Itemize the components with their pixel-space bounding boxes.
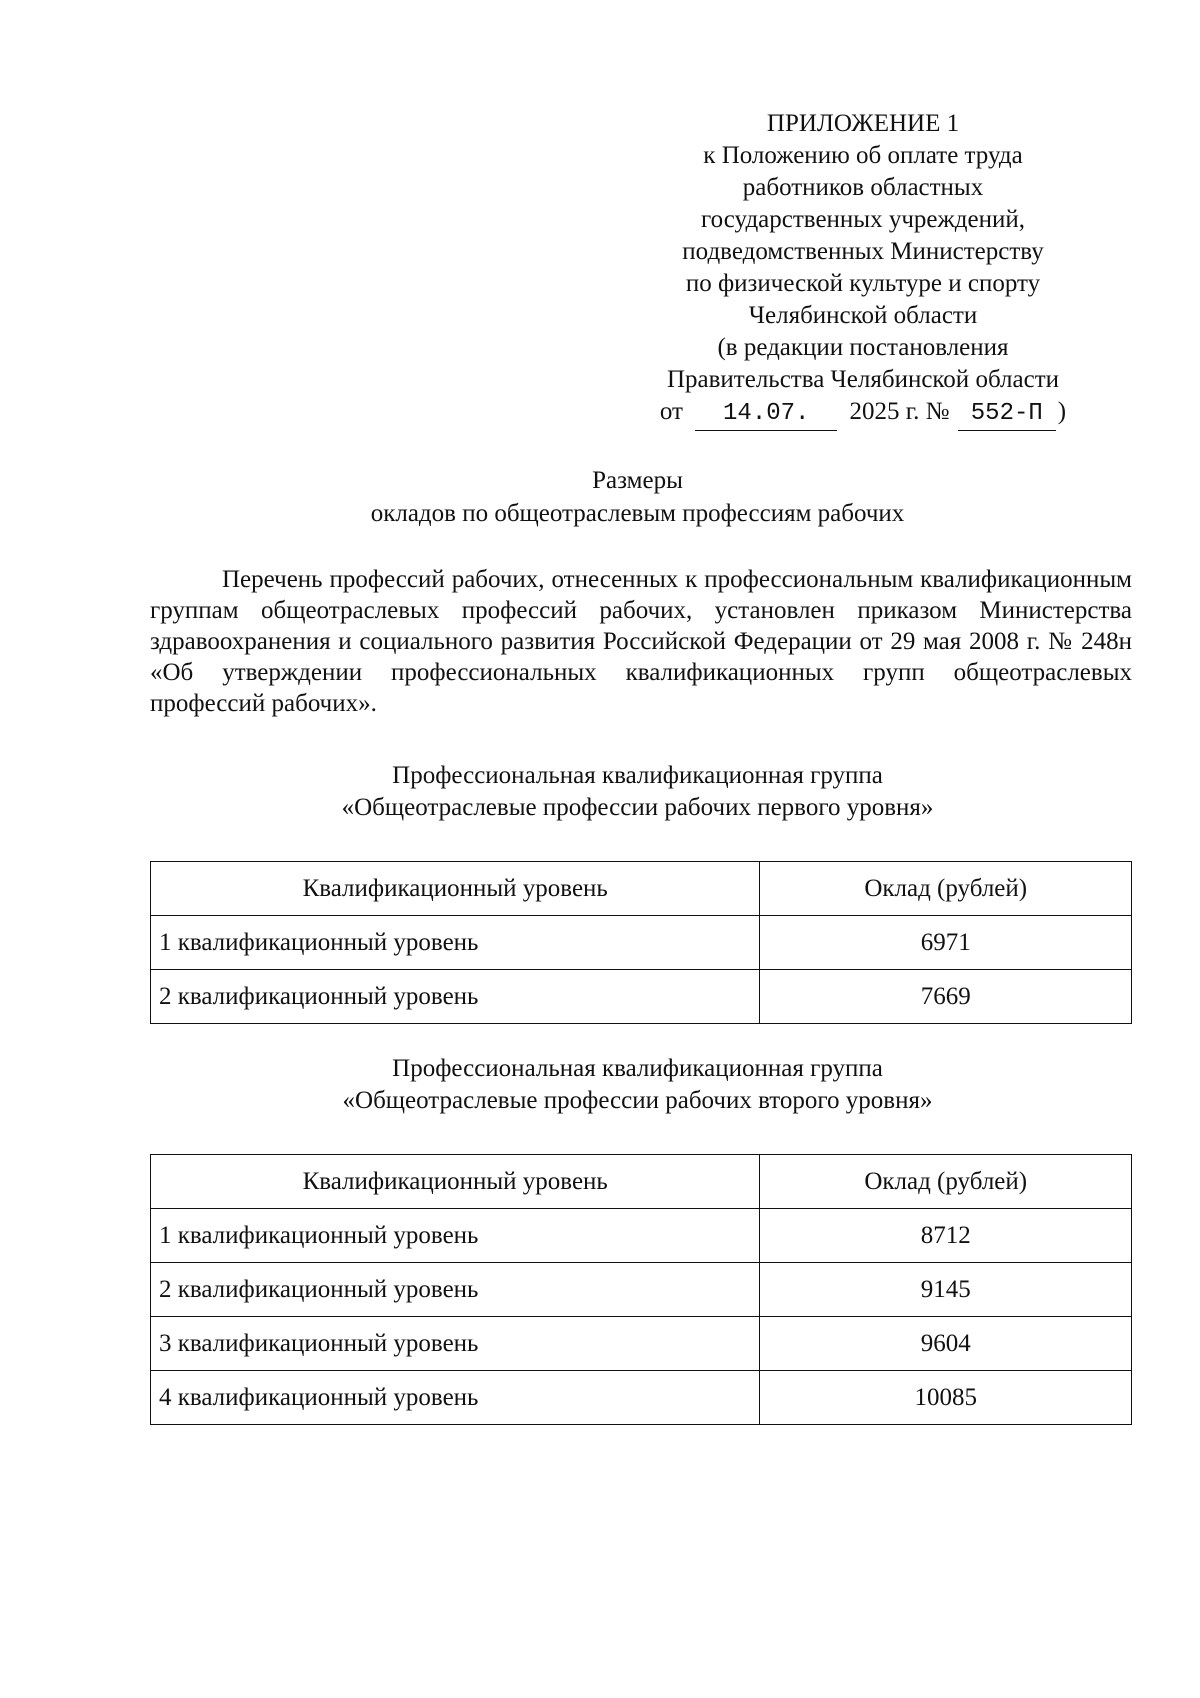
- title-line-2: окладов по общеотраслевым профессиям рабочих: [370, 500, 905, 527]
- qualification-level-cell: 1 квалификационный уровень: [151, 916, 760, 970]
- appendix-line: (в редакции постановления: [717, 334, 1009, 361]
- appendix-line: государственных учреждений,: [701, 206, 1025, 233]
- salary-cell: 9604: [760, 1317, 1132, 1371]
- group-caption-line-2: «Общеотраслевые профессии рабочих второго уровня»: [342, 1087, 933, 1114]
- year-text: 2025 г. №: [849, 398, 950, 425]
- group-caption-line-1: Профессиональная квалификационная группа: [392, 1055, 883, 1082]
- appendix-line: Правительства Челябинской области: [666, 366, 1060, 393]
- title-line-1: Размеры: [592, 467, 683, 494]
- qualification-level-cell: 2 квалификационный уровень: [151, 1263, 760, 1317]
- group-caption-line-2: «Общеотраслевые профессии рабочих первого уровня»: [341, 794, 934, 821]
- table-row: [151, 916, 1132, 970]
- salary-cell: 10085: [760, 1371, 1132, 1425]
- intro-paragraph: Перечень профессий рабочих, отнесенных к профессиональным квалификационным группам общеотраслевых профессий рабочих, установлен приказом Министерства здравоохранения и социального развития Российской Федерации от 29 мая 2008 г. № 248н «Об утверждении профессиональных квалификационных групп общеотраслевых профессий рабочих».: [150, 566, 1132, 717]
- qualification-level-cell: 1 квалификационный уровень: [151, 1209, 760, 1263]
- salary-table-level-2: [150, 1154, 1132, 1425]
- qualification-level-cell: 3 квалификационный уровень: [151, 1317, 760, 1371]
- salary-cell: 7669: [760, 970, 1132, 1024]
- header-salary: Оклад (рублей): [760, 1155, 1132, 1209]
- date-prefix: от: [659, 398, 683, 425]
- qualification-level-cell: 2 квалификационный уровень: [151, 970, 760, 1024]
- header-qualification-level: Квалификационный уровень: [151, 862, 760, 916]
- group-2-caption: [150, 1053, 1125, 1117]
- appendix-line: работников областных: [742, 174, 984, 201]
- appendix-header: [618, 108, 1108, 431]
- document-title: [150, 464, 1125, 530]
- table-header-row: [151, 1155, 1132, 1209]
- appendix-line: подведомственных Министерству: [682, 238, 1044, 265]
- qualification-level-cell: 4 квалификационный уровень: [151, 1371, 760, 1425]
- resolution-date-line: [618, 396, 1108, 431]
- table-row: [151, 1371, 1132, 1425]
- closing-paren: ): [1057, 398, 1067, 425]
- table-row: [151, 970, 1132, 1024]
- salary-table-level-1: [150, 861, 1132, 1024]
- table-row: [151, 1209, 1132, 1263]
- resolution-date: 14.07.: [695, 398, 837, 431]
- salary-cell: 6971: [760, 916, 1132, 970]
- appendix-line: к Положению об оплате труда: [703, 142, 1023, 169]
- table-row: [151, 1263, 1132, 1317]
- appendix-line: по физической культуре и спорту: [685, 270, 1041, 297]
- salary-cell: 9145: [760, 1263, 1132, 1317]
- group-caption-line-1: Профессиональная квалификационная группа: [392, 762, 883, 789]
- header-salary: Оклад (рублей): [760, 862, 1132, 916]
- resolution-number: 552-П: [958, 398, 1056, 431]
- appendix-heading: ПРИЛОЖЕНИЕ 1: [766, 110, 960, 137]
- table-row: [151, 1317, 1132, 1371]
- header-qualification-level: Квалификационный уровень: [151, 1155, 760, 1209]
- table-header-row: [151, 862, 1132, 916]
- appendix-line: Челябинской области: [748, 302, 978, 329]
- salary-cell: 8712: [760, 1209, 1132, 1263]
- group-1-caption: [150, 760, 1125, 824]
